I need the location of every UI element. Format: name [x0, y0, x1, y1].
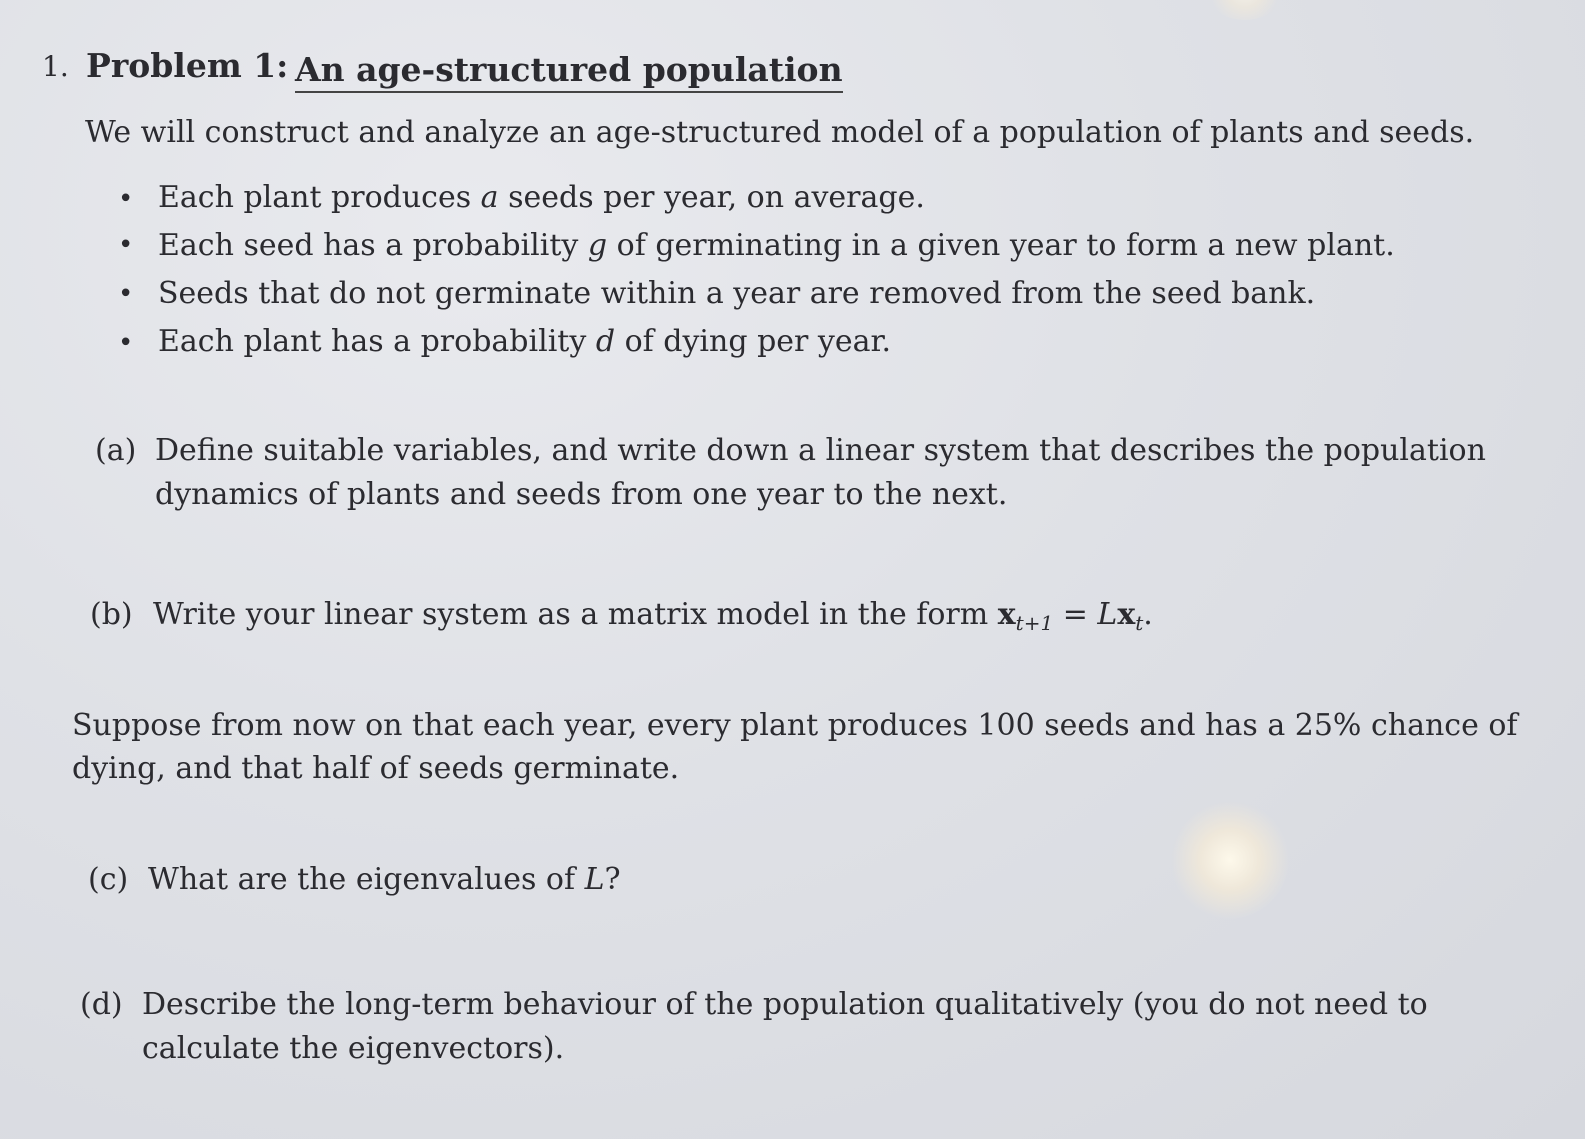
part-d-label: (d)	[80, 987, 123, 1022]
problem-title: An age-structured population	[295, 50, 843, 93]
bullet-icon: •	[118, 328, 134, 358]
problem-label: Problem 1:	[86, 46, 289, 85]
bullet-icon: •	[118, 184, 134, 214]
light-glare	[1205, 0, 1285, 20]
part-c-label: (c)	[88, 862, 129, 897]
part-b-label: (b)	[90, 597, 133, 632]
part-b-text: Write your linear system as a matrix model in the form $x_{t+1} = Lx_t$.	[153, 597, 1153, 635]
intro-text: We will construct and analyze an age-structured model of a population of plants and seeds.	[85, 115, 1475, 150]
part-a-line2: dynamics of plants and seeds from one year to the next.	[155, 477, 1008, 512]
assumption-line2: dying, and that half of seeds germinate.	[72, 751, 680, 786]
bullet-icon: •	[118, 279, 134, 309]
bullet-item: Each plant produces a seeds per year, on average.	[158, 180, 925, 215]
bullet-icon: •	[118, 230, 134, 260]
bullet-item: Each plant has a probability d of dying per year.	[158, 324, 892, 359]
part-a-line1: Define suitable variables, and write down a linear system that describes the population	[155, 433, 1486, 468]
assumption-line1: Suppose from now on that each year, every plant produces 100 seeds and has a 25% chance of	[72, 708, 1518, 743]
part-a-label: (a)	[95, 433, 137, 468]
part-d-line1: Describe the long-term behaviour of the population qualitatively (you do not need to	[142, 987, 1428, 1022]
light-glare	[1170, 800, 1290, 920]
part-d-line2: calculate the eigenvectors).	[142, 1031, 565, 1066]
bullet-item: Seeds that do not germinate within a year are removed from the seed bank.	[158, 276, 1316, 311]
problem-number: 1.	[42, 50, 69, 83]
bullet-item: Each seed has a probability g of germinating in a given year to form a new plant.	[158, 228, 1395, 263]
part-c-text: What are the eigenvalues of L?	[148, 862, 621, 897]
